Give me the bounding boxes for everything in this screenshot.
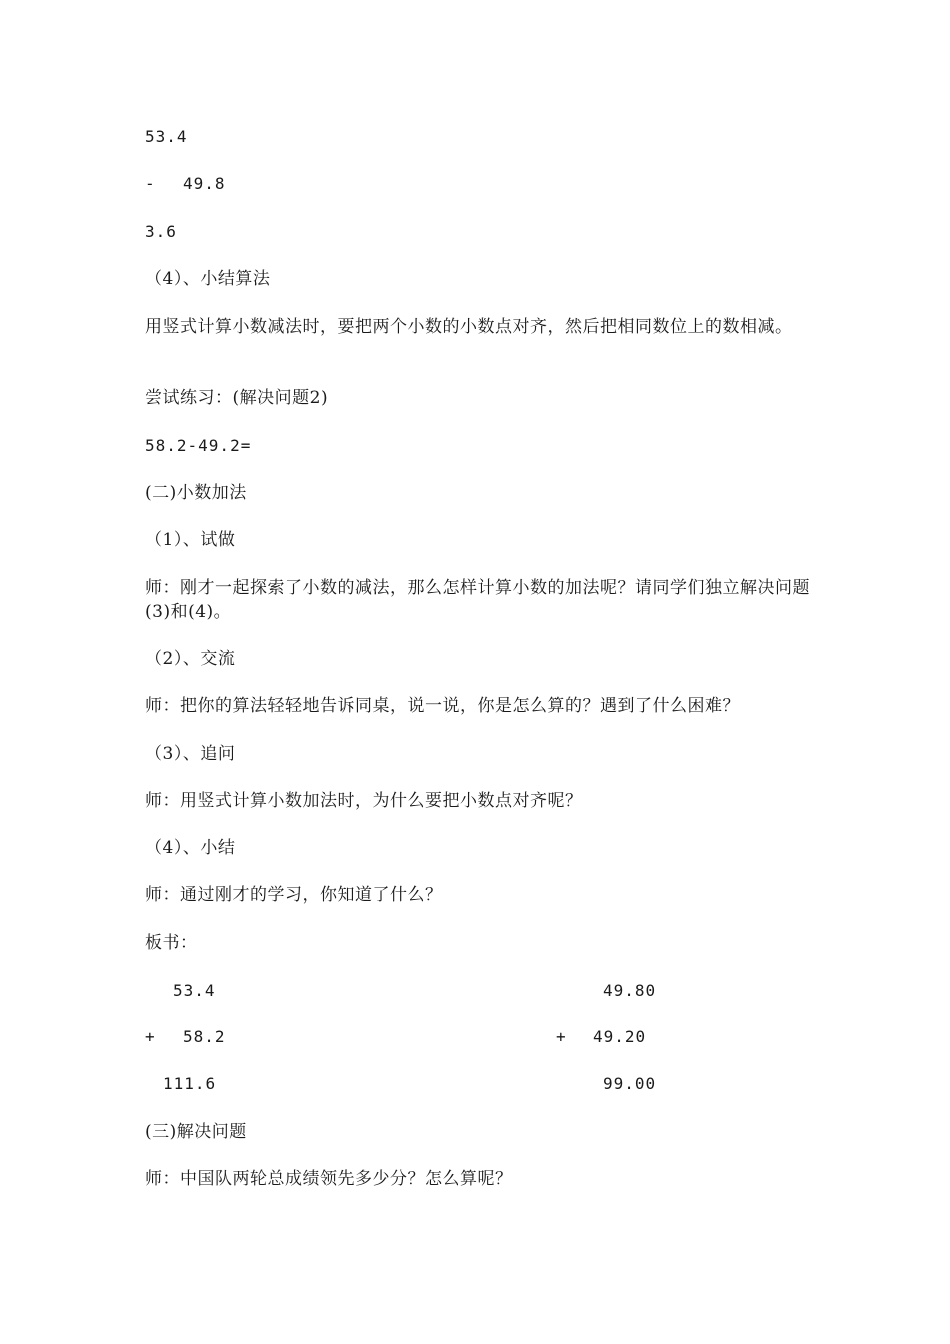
section-3-heading: (三)解决问题 [145,1122,247,1142]
step-4-label: （4）、小结 [145,838,236,858]
board-left-top: 53.4 [173,981,216,1000]
step-3-label: （3）、追问 [145,744,236,764]
practice-expression: 58.2-49.2= [145,436,252,455]
board-right-result: 99.00 [603,1074,657,1093]
summary-heading: （4）、小结算法 [145,269,271,289]
board-label: 板书： [145,933,198,953]
board-left-result: 111.6 [163,1074,217,1093]
teacher-line-3: 师：用竖式计算小数加法时，为什么要把小数点对齐呢？ [145,791,583,811]
board-left-bottom: 58.2 [183,1027,226,1046]
teacher-line-2: 师：把你的算法轻轻地告诉同桌，说一说，你是怎么算的？遇到了什么困难？ [145,696,740,716]
subtraction-bottom: 49.8 [183,174,226,193]
section-2-heading: (二)小数加法 [145,483,247,503]
teacher-line-1: 师：刚才一起探索了小数的减法，那么怎样计算小数的加法呢？请同学们独立解决问题(3)和(4)。 [145,578,810,622]
teacher-line-4: 师：通过刚才的学习，你知道了什么？ [145,885,443,905]
board-right-sign: + [556,1027,567,1046]
board-right-top: 49.80 [603,981,657,1000]
subtraction-result: 3.6 [145,222,177,241]
step-1-label: （1）、试做 [145,530,236,550]
board-right-bottom: 49.20 [593,1027,647,1046]
teacher-line-5: 师：中国队两轮总成绩领先多少分？怎么算呢？ [145,1169,513,1189]
summary-text: 用竖式计算小数减法时，要把两个小数的小数点对齐，然后把相同数位上的数相减。 [145,317,793,337]
subtraction-top: 53.4 [145,127,188,146]
practice-heading: 尝试练习：(解决问题2) [145,388,329,408]
subtraction-sign: - [145,174,156,193]
step-2-label: （2）、交流 [145,649,236,669]
board-left-sign: + [145,1027,156,1046]
